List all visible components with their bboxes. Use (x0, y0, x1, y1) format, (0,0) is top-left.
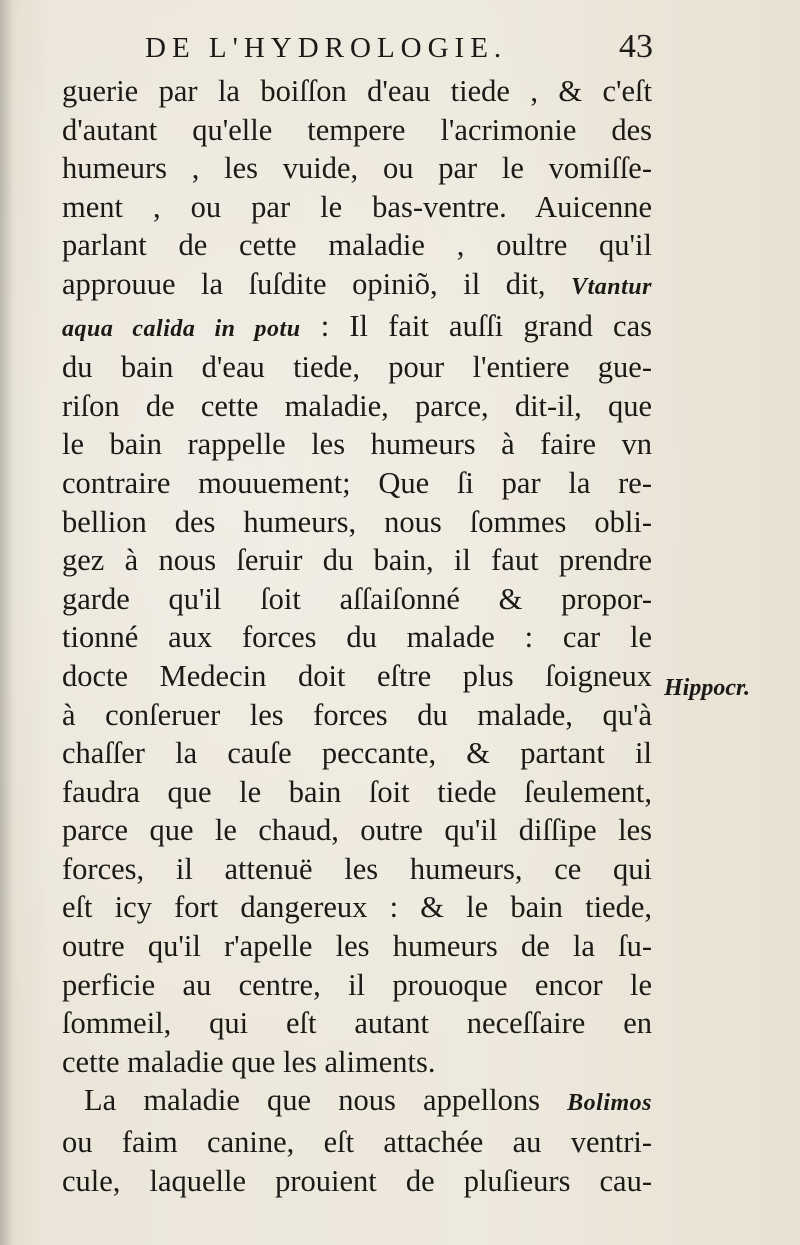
running-head: DE L'HYDROLOGIE. (145, 32, 508, 64)
paragraph-start-line: La maladie que nous appellons Bolimos (84, 1083, 652, 1118)
page-number: 43 (619, 28, 653, 65)
text-line: eſt icy fort dangereux : & le bain tiede, (62, 890, 652, 925)
text-line: cette maladie que les aliments. (62, 1044, 436, 1079)
page-gutter-shadow (0, 0, 14, 1245)
text-line: contraire mouuement; Que ſi par la re- (62, 465, 652, 500)
text-line: approuue la ſuſdite opiniõ, il dit, Vtantur (62, 266, 652, 301)
text-line: forces, il attenuë les humeurs, ce qui (62, 851, 652, 886)
text-line: humeurs , les vuide, ou par le vomiſſe- (62, 151, 652, 186)
text-line: perficie au centre, il prouoque encor le (62, 967, 652, 1002)
text-line: riſon de cette maladie, parce, dit-il, que (62, 388, 652, 423)
page-header (145, 28, 665, 72)
text-line: chaſſer la cauſe peccante, & partant il (62, 736, 652, 771)
text-line: cule, laquelle prouient de pluſieurs cau- (62, 1163, 652, 1198)
text-line: le bain rappelle les humeurs à faire vn (62, 427, 652, 462)
text-line: tionné aux forces du malade : car le (62, 620, 652, 655)
text-line: bellion des humeurs, nous ſommes obli- (62, 504, 652, 539)
term-bolimos: Bolimos (567, 1090, 652, 1117)
text-line: guerie par la boiſſon d'eau tiede , & c'eſt (62, 74, 652, 108)
text-line: parlant de cette maladie , oultre qu'il (62, 228, 652, 263)
text-line: du bain d'eau tiede, pour l'entiere gue- (62, 350, 652, 385)
text-line: gez à nous ſeruir du bain, il faut prendre (62, 543, 652, 578)
text-line: d'autant qu'elle tempere l'acrimonie des (62, 112, 652, 147)
text-line: garde qu'il ſoit aſſaiſonné & propor- (62, 581, 652, 616)
text-line: ſommeil, qui eſt autant neceſſaire en (62, 1006, 652, 1041)
latin-quote: aqua calida in potu (62, 315, 301, 342)
text-line: ou faim canine, eſt attachée au ventri- (62, 1125, 652, 1160)
text-line: aqua calida in potu : Il fait auſſi grand cas (62, 308, 652, 343)
margin-note: Hippocr. (664, 675, 751, 701)
body-text (62, 72, 652, 1200)
text-line: faudra que le bain ſoit tiede ſeulement, (62, 774, 652, 809)
text-line: docte Medecin doit eſtre plus ſoigneux (62, 658, 652, 693)
latin-quote: Vtantur (571, 273, 652, 300)
text-line: parce que le chaud, outre qu'il diſſipe les (62, 813, 652, 848)
text-line: ment , ou par le bas-ventre. Auicenne (62, 189, 652, 224)
text-line: à conſeruer les forces du malade, qu'à (62, 697, 652, 732)
text-line: outre qu'il r'apelle les humeurs de la ſu- (62, 929, 652, 964)
